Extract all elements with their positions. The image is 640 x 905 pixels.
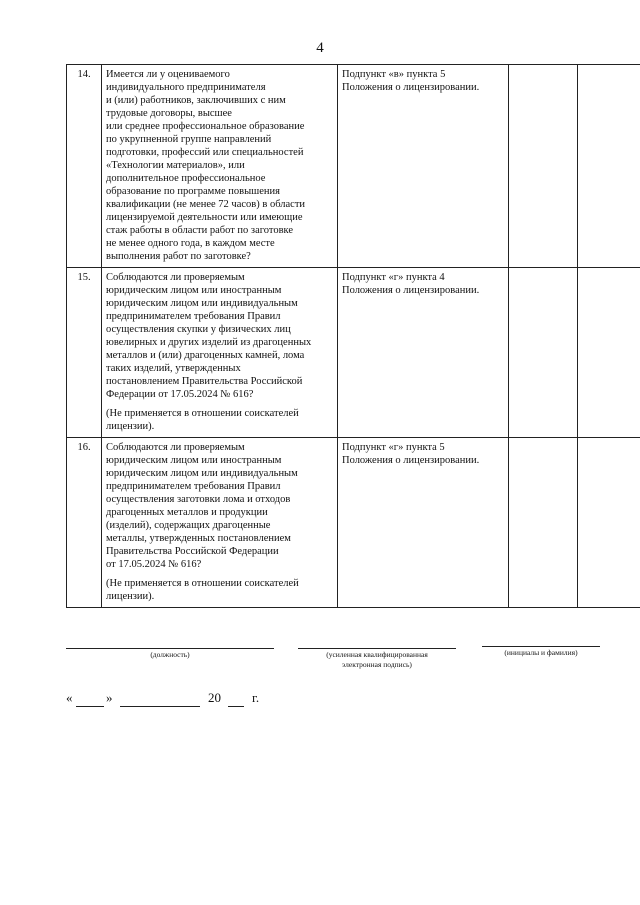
question-line: металлов и (или) драгоценных камней, лома [106,350,305,361]
checklist-table [66,64,640,608]
position-signature-line [66,648,274,649]
row-number: 14. [67,65,102,268]
legal-basis-cell [338,438,509,608]
question-line: драгоценных металлов и продукции [106,507,268,518]
question-line: Соблюдаются ли проверяемым [106,442,245,453]
date-line [66,690,366,708]
question-line: по укрупненной группе направлений [106,134,272,145]
question-line: стаж работы в области работ по заготовке [106,225,294,236]
question-line: и (или) работников, заключивших с ним [106,95,286,106]
year-prefix: 20 [208,690,221,705]
question-line: осуществления заготовки лома и отходов [106,494,291,505]
legal-basis-line: Подпункт «в» пункта 5 [342,69,446,80]
question-line: постановлением Правительства Российской [106,376,303,387]
question-line: (изделий), содержащих драгоценные [106,520,271,531]
legal-basis-cell [338,268,509,438]
remark-cell[interactable] [578,268,640,438]
question-cell [102,438,338,608]
row-number: 15. [67,268,102,438]
question-line: не менее одного года, в каждом месте [106,238,275,249]
page-number: 4 [316,40,324,56]
question-note: (Не применяется в отношении соискателей лицензии). [106,578,299,602]
esign-caption-2: электронная подпись) [342,660,412,669]
question-line: образование по программе повышения [106,186,280,197]
question-line: юридическим лицом или иностранным [106,455,282,466]
position-caption: (должность) [150,650,190,659]
question-line: Соблюдаются ли проверяемым [106,272,245,283]
question-line: индивидуального предпринимателя [106,82,266,93]
esign-caption-1: (усиленная квалифицированная [326,650,428,659]
question-line: лицензируемой деятельности или имеющие [106,212,303,223]
question-line: ювелирных и других изделий из драгоценных [106,337,312,348]
question-line: юридическим лицом или индивидуальным [106,468,298,479]
legal-basis-line: Подпункт «г» пункта 4 [342,272,445,283]
answer-cell[interactable] [509,268,578,438]
question-line: или среднее профессиональное образование [106,121,305,132]
question-line: Правительства Российской Федерации [106,546,279,557]
legal-basis-line: Положения о лицензировании. [342,285,480,296]
remark-cell[interactable] [578,65,640,268]
question-note: (Не применяется в отношении соискателей лицензии). [106,408,299,432]
answer-cell[interactable] [509,438,578,608]
month-blank [120,706,200,707]
date-close-quote: » [106,690,113,705]
table-row [67,438,640,608]
question-line: «Технологии материалов», или [106,160,245,171]
question-line: от 17.05.2024 № 616? [106,559,202,570]
question-line: Имеется ли у оцениваемого [106,69,230,80]
esign-signature-line [298,648,456,649]
question-cell [102,268,338,438]
question-line: осуществления скупки у физических лиц [106,324,291,335]
remark-cell[interactable] [578,438,640,608]
question-line: таких изделий, утвержденных [106,363,241,374]
question-line: предпринимателем требования Правил [106,311,281,322]
question-line: юридическим лицом или иностранным [106,285,282,296]
question-line: юридическим лицом или индивидуальным [106,298,298,309]
legal-basis-line: Подпункт «г» пункта 5 [342,442,445,453]
question-line: дополнительное профессиональное [106,173,266,184]
legal-basis-line: Положения о лицензировании. [342,455,480,466]
question-line: металлы, утвержденных постановлением [106,533,291,544]
question-cell [102,65,338,268]
table-row [67,65,640,268]
row-number: 16. [67,438,102,608]
question-line: выполнения работ по заготовке? [106,251,251,262]
table-row [67,268,640,438]
question-line: Федерации от 17.05.2024 № 616? [106,389,254,400]
day-blank [76,706,104,707]
answer-cell[interactable] [509,65,578,268]
name-caption: (инициалы и фамилия) [504,648,578,657]
question-line: подготовки, профессий или специальностей [106,147,304,158]
question-line: трудовые договоры, высшее [106,108,232,119]
date-open-quote: « [66,690,73,705]
name-signature-line [482,646,600,647]
year-suffix: г. [252,690,260,705]
year-blank [228,706,244,707]
question-line: квалификации (не менее 72 часов) в области [106,199,306,210]
question-line: предпринимателем требования Правил [106,481,281,492]
legal-basis-line: Положения о лицензировании. [342,82,480,93]
legal-basis-cell [338,65,509,268]
